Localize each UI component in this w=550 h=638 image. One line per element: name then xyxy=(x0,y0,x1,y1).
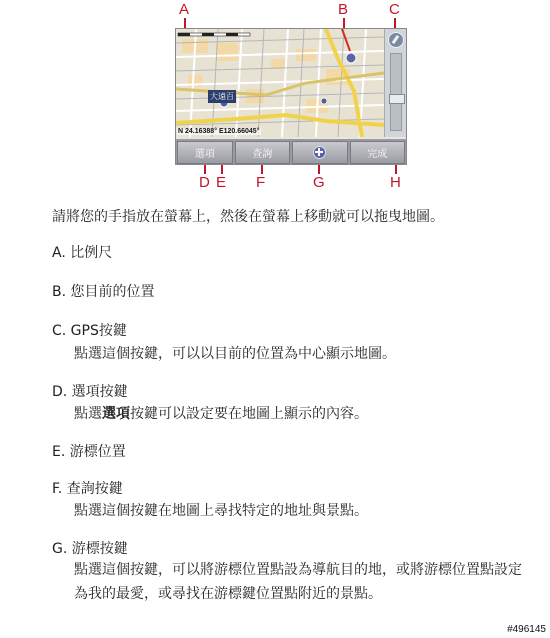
item-c-title: C. GPS按鍵 xyxy=(52,323,127,339)
zoom-slider[interactable] xyxy=(390,53,402,131)
reference-id: #496145 xyxy=(507,624,546,635)
cursor-button[interactable] xyxy=(292,141,348,164)
item-f-desc: 點選這個按鍵在地圖上尋找特定的地址與景點。 xyxy=(74,503,368,519)
compass-gps-icon[interactable] xyxy=(388,32,404,48)
item-d-desc xyxy=(74,402,534,426)
current-position-marker xyxy=(346,53,356,63)
search-button[interactable]: 查詢 xyxy=(235,141,291,164)
item-c-desc: 點選這個按鍵，可以以目前的位置為中心顯示地圖。 xyxy=(74,346,396,362)
item-g-desc: 點選這個按鍵，可以將游標位置點設為導航目的地，或將游標位置點設定為我的最愛，或尋找在游標鍵位置點附近的景點。 xyxy=(74,562,522,602)
callout-h: H xyxy=(390,174,401,191)
item-g-title: G. 游標按鍵 xyxy=(52,541,128,557)
item-d-title: D. 選項按鍵 xyxy=(52,384,128,400)
callout-b: B xyxy=(338,1,349,18)
item-d-desc-post: 按鍵可以設定要在地圖上顯示的內容。 xyxy=(130,406,368,422)
item-a-title: A. 比例尺 xyxy=(52,245,113,261)
callout-f: F xyxy=(256,174,266,191)
callout-e: E xyxy=(216,174,227,191)
coordinates-readout: N 24.16388° E120.66045° xyxy=(178,128,260,135)
callout-g: G xyxy=(313,174,325,191)
item-d-desc-bold: 選項 xyxy=(102,406,130,422)
item-f-title: F. 查詢按鍵 xyxy=(52,481,123,497)
map-toolbar xyxy=(176,139,406,164)
navigation-device-screen xyxy=(175,28,407,165)
callout-a: A xyxy=(179,1,190,18)
street-map xyxy=(176,29,384,137)
place-label: 大遠百 xyxy=(210,92,234,101)
item-b-title: B. 您目前的位置 xyxy=(52,284,155,300)
map-view[interactable] xyxy=(176,29,384,137)
options-button[interactable]: 選項 xyxy=(177,141,233,164)
callout-c: C xyxy=(389,1,400,18)
zoom-slider-thumb[interactable] xyxy=(389,94,405,104)
item-d-desc-pre: 點選 xyxy=(74,406,102,422)
intro-text: 請將您的手指放在螢幕上，然後在螢幕上移動就可以拖曳地圖。 xyxy=(52,209,444,225)
gps-icon xyxy=(313,146,326,159)
callout-d: D xyxy=(199,174,210,191)
zoom-rail xyxy=(384,29,407,137)
item-e-title: E. 游標位置 xyxy=(52,444,126,460)
done-button[interactable]: 完成 xyxy=(350,141,406,164)
